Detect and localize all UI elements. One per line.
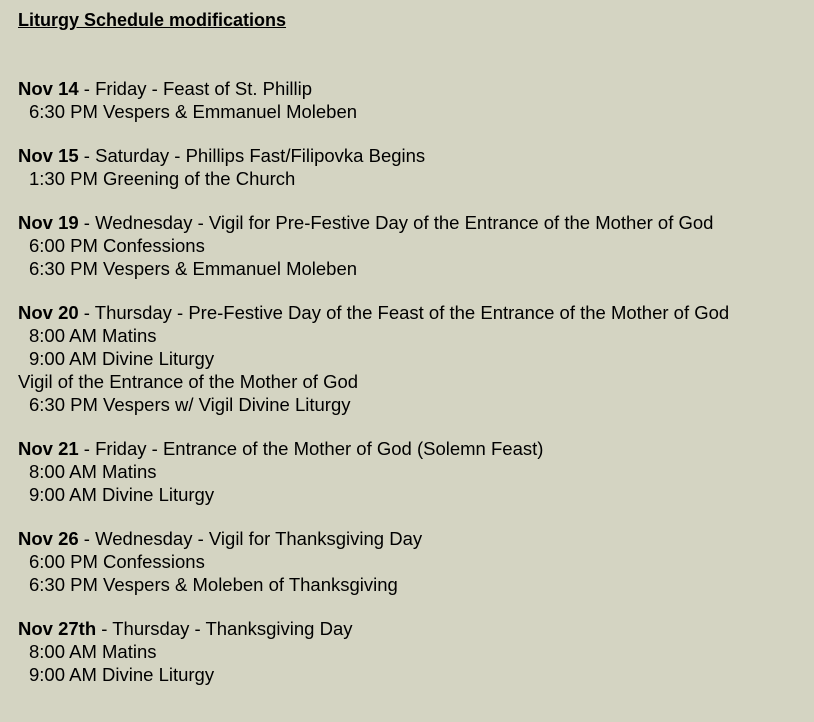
entry-date: Nov 27th	[18, 618, 97, 639]
entry-description: - Thursday - Thanksgiving Day	[96, 618, 353, 639]
service-item: 6:30 PM Vespers & Emmanuel Moleben	[29, 258, 358, 279]
schedule-entry	[18, 211, 808, 280]
service-subtitle: Vigil of the Entrance of the Mother of God	[18, 371, 359, 392]
entry-heading	[18, 527, 808, 550]
entry-description: - Thursday - Pre-Festive Day of the Feast of the Entrance of the Mother of God	[78, 302, 730, 323]
entry-heading	[18, 301, 808, 324]
entry-description: - Wednesday - Vigil for Pre-Festive Day of the Entrance of the Mother of God	[78, 212, 714, 233]
entry-date: Nov 14	[18, 78, 79, 99]
entry-date: Nov 15	[18, 145, 79, 166]
service-item: 6:00 PM Confessions	[29, 551, 205, 572]
entry-date: Nov 19	[18, 212, 79, 233]
service-item: 9:00 AM Divine Liturgy	[29, 484, 215, 505]
schedule-entry	[18, 77, 808, 123]
entry-heading	[18, 437, 808, 460]
entry-description: - Saturday - Phillips Fast/Filipovka Begins	[78, 145, 426, 166]
service-item: 9:00 AM Divine Liturgy	[29, 348, 215, 369]
schedule-entry	[18, 301, 808, 416]
service-item: 8:00 AM Matins	[29, 461, 157, 482]
service-item: 9:00 AM Divine Liturgy	[29, 664, 215, 685]
service-item: 6:00 PM Confessions	[29, 235, 205, 256]
schedule-entry	[18, 527, 808, 596]
service-item: 8:00 AM Matins	[29, 641, 157, 662]
schedule-list	[18, 77, 808, 686]
entry-date: Nov 21	[18, 438, 79, 459]
service-item: 6:30 PM Vespers & Emmanuel Moleben	[29, 101, 358, 122]
entry-description: - Friday - Feast of St. Phillip	[78, 78, 313, 99]
entry-description: - Friday - Entrance of the Mother of God (Solemn Feast)	[78, 438, 544, 459]
entry-description: - Wednesday - Vigil for Thanksgiving Day	[78, 528, 423, 549]
service-item: 6:30 PM Vespers & Moleben of Thanksgiving	[29, 574, 398, 595]
entry-heading	[18, 617, 808, 640]
entry-heading	[18, 77, 808, 100]
service-item: 8:00 AM Matins	[29, 325, 157, 346]
entry-date: Nov 20	[18, 302, 79, 323]
entry-heading	[18, 211, 808, 234]
entry-heading	[18, 144, 808, 167]
service-item: 6:30 PM Vespers w/ Vigil Divine Liturgy	[29, 394, 351, 415]
schedule-entry	[18, 144, 808, 190]
entry-date: Nov 26	[18, 528, 79, 549]
service-item: 1:30 PM Greening of the Church	[29, 168, 296, 189]
schedule-entry	[18, 617, 808, 686]
document-title: Liturgy Schedule modifications	[18, 10, 287, 30]
document-page	[18, 8, 808, 707]
schedule-entry	[18, 437, 808, 506]
